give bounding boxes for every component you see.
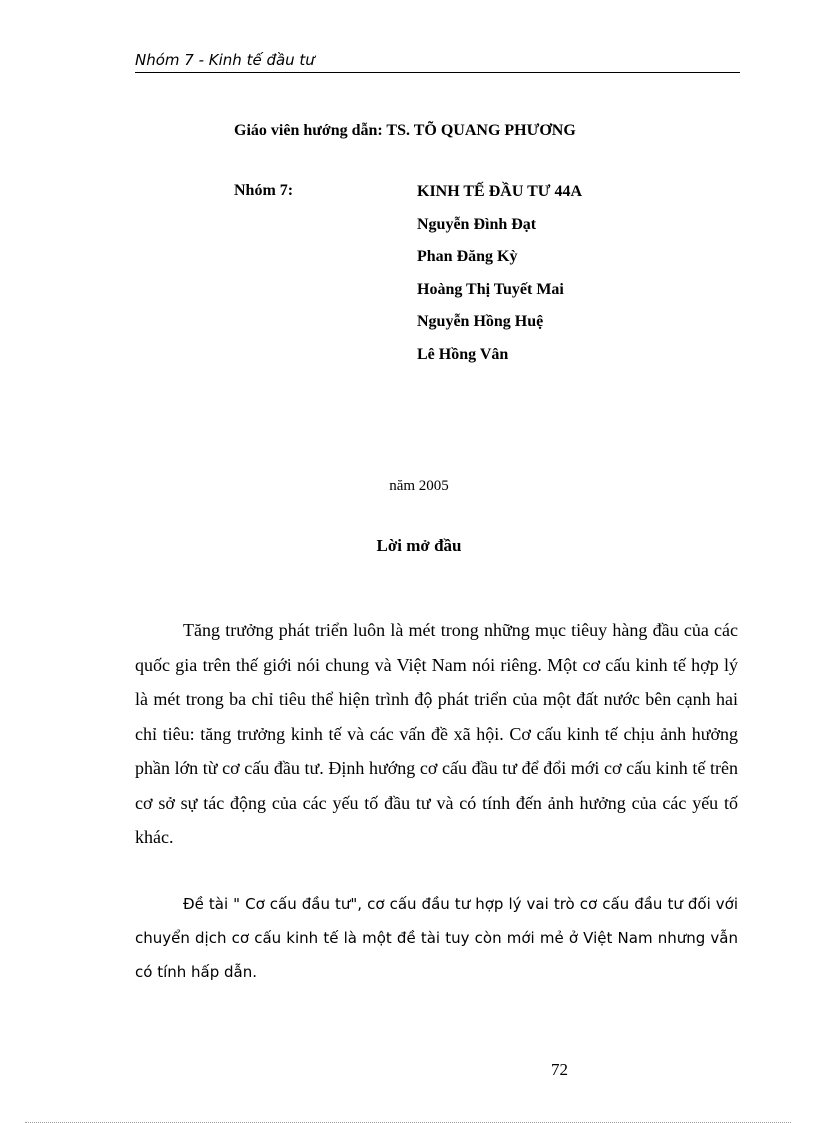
advisor-line: Giáo viên hướng dẫn: TS. TÕ QUANG PHƯƠNG	[234, 122, 576, 139]
member-name: Lê Hồng Vân	[417, 345, 509, 363]
section-title: Lời mở đầu	[376, 536, 462, 555]
member-name: Hoàng Thị Tuyết Mai	[417, 280, 564, 298]
member-list	[417, 182, 582, 377]
running-header: Nhóm 7 - Kinh tế đầu tư	[135, 50, 740, 73]
member-name: Nguyễn Đình Đạt	[417, 215, 537, 233]
class-name: KINH TẾ ĐẦU TƯ 44A	[417, 183, 583, 200]
paragraph: Đề tài " Cơ cấu đầu tư", cơ cấu đầu tư hợp lý vai trò cơ cấu đầu tư đối với chuyển dịch cơ cấu kinh tế là một đề tài tuy còn mới mẻ ở Việt Nam nhưng vẫn có tính hấp dẫn.	[135, 895, 738, 981]
member-name: Phan Đăng Kỳ	[417, 248, 518, 265]
year-text: năm 2005	[389, 478, 449, 494]
group-label: Nhóm 7:	[234, 182, 294, 199]
page-number: 72	[551, 1060, 568, 1079]
member-name: Nguyễn Hồng Huệ	[417, 313, 544, 330]
paragraph: Tăng trưởng phát triển luôn là mét trong những mục tiêuy hàng đầu của các quốc gia trên thế giới nói chung và Việt Nam nói riêng. Một cơ cấu kinh tế hợp lý là mét trong ba chỉ tiêu thể hiện trình độ phát triển của một đất nước bên cạnh hai chỉ tiêu: tăng trưởng kinh tế và các vấn đề xã hội. Cơ cấu kinh tế chịu ảnh hưởng phần lớn từ cơ cấu đầu tư. Định hướng cơ cấu đầu tư để đổi mới cơ cấu kinh tế trên cơ sở sự tác động của các yếu tố đầu tư và có tính đến ảnh hưởng của các yếu tố khác.	[135, 620, 738, 847]
